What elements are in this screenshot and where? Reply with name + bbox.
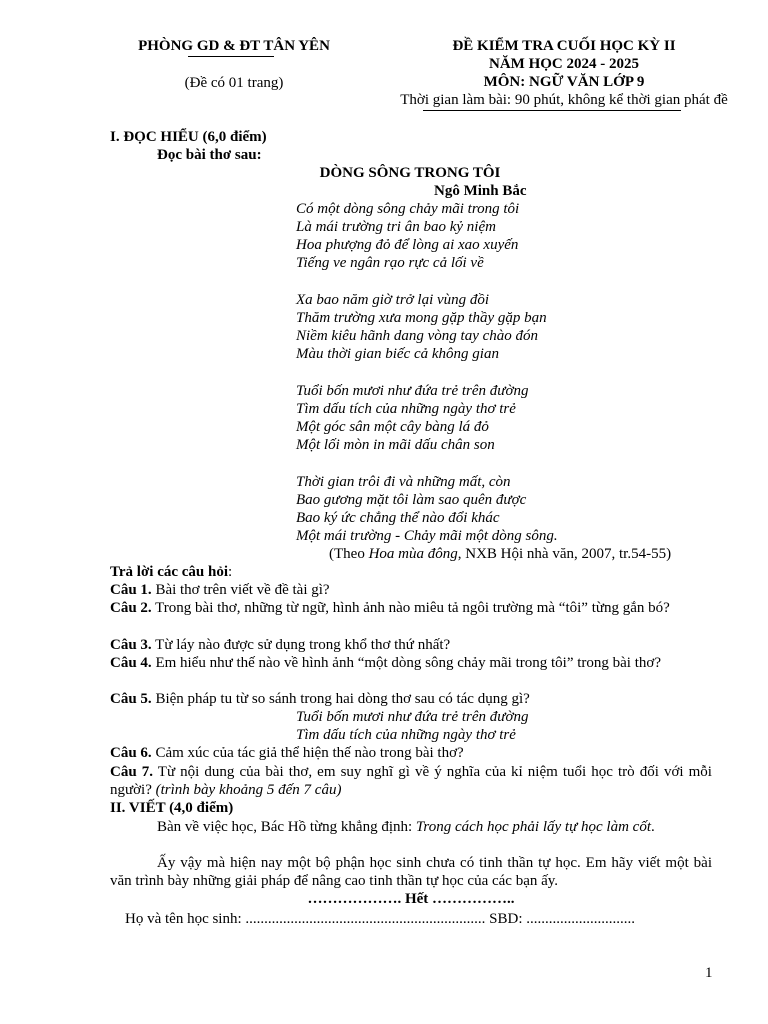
poem-line: Thời gian trôi đi và những mất, còn bbox=[296, 474, 511, 490]
source-publisher: , NXB Hội nhà văn, 2007, tr.54-55) bbox=[457, 546, 672, 562]
reading-instruction: Đọc bài thơ sau: bbox=[157, 147, 262, 163]
poem-line: Bao gương mặt tôi làm sao quên được bbox=[296, 492, 527, 508]
poem-line: Một góc sân một cây bàng lá đỏ bbox=[296, 419, 489, 435]
question-text: Từ láy nào được sử dụng trong khổ thơ thứ nhất? bbox=[151, 637, 451, 653]
q5-quote-line: Tuổi bốn mươi như đứa trẻ trên đường bbox=[296, 709, 529, 725]
student-info-line: Họ và tên học sinh: ................................................................ SBD: ............................. bbox=[125, 911, 635, 927]
school-year: NĂM HỌC 2024 - 2025 bbox=[489, 56, 639, 72]
question-3 bbox=[110, 636, 712, 654]
question-label: Câu 3. bbox=[110, 637, 152, 653]
page-number: 1 bbox=[705, 965, 713, 981]
question-text: Cảm xúc của tác giả thể hiện thế nào trong bài thơ? bbox=[151, 745, 464, 761]
questions-heading-colon: : bbox=[228, 564, 233, 580]
poem-line: Tìm dấu tích của những ngày thơ trẻ bbox=[296, 401, 516, 417]
question-4 bbox=[110, 654, 712, 672]
office-underline bbox=[188, 56, 274, 57]
poem-line: Bao ký ức chẳng thể nào đổi khác bbox=[296, 510, 500, 526]
poem-line: Tiếng ve ngân rạo rực cả lối về bbox=[296, 255, 484, 271]
question-label: Câu 2. bbox=[110, 600, 152, 616]
poem-source bbox=[329, 545, 671, 563]
question-note: (trình bày khoảng 5 đến 7 câu) bbox=[155, 782, 342, 798]
writing-prompt-intro bbox=[110, 818, 712, 836]
poem-line: Có một dòng sông chảy mãi trong tôi bbox=[296, 201, 520, 217]
duration-underline bbox=[423, 110, 681, 111]
source-prefix: (Theo bbox=[329, 546, 369, 562]
poem-line: Màu thời gian biếc cả không gian bbox=[296, 346, 499, 362]
poem-line: Niềm kiêu hãnh dang vòng tay chào đón bbox=[296, 328, 539, 344]
poem-line: Tuổi bốn mươi như đứa trẻ trên đường bbox=[296, 383, 529, 399]
page-count-note: (Đề có 01 trang) bbox=[184, 75, 284, 91]
question-label: Câu 5. bbox=[110, 691, 152, 707]
poem-line: Hoa phượng đỏ để lòng ai xao xuyến bbox=[296, 237, 519, 253]
question-label: Câu 4. bbox=[110, 655, 152, 671]
question-label: Câu 6. bbox=[110, 745, 152, 761]
writing-prompt-task: Ấy vậy mà hiện nay một bộ phận học sinh chưa có tinh thần tự học. Em hãy viết một bài văn trình bày những giải pháp để nâng cao tinh thần tự học của các bạn ấy. bbox=[110, 855, 712, 889]
source-book-title: Hoa mùa đông bbox=[368, 546, 458, 562]
issuing-office: PHÒNG GD & ĐT TÂN YÊN bbox=[138, 38, 330, 54]
part1-heading: I. ĐỌC HIỂU (6,0 điểm) bbox=[110, 129, 267, 145]
exam-title: ĐỀ KIỂM TRA CUỐI HỌC KỲ II bbox=[452, 38, 676, 54]
poem-line: Một mái trường - Chảy mãi một dòng sông. bbox=[296, 528, 558, 544]
question-2 bbox=[110, 599, 712, 617]
end-marker: ………………. Hết …………….. bbox=[307, 891, 515, 907]
question-6 bbox=[110, 744, 712, 762]
poem-line: Là mái trường tri ân bao kỷ niệm bbox=[296, 219, 496, 235]
prompt-text: Bàn về việc học, Bác Hồ từng khẳng định: bbox=[157, 819, 416, 835]
poem-line: Xa bao năm giờ trở lại vùng đồi bbox=[296, 292, 490, 308]
q5-quote-line: Tìm dấu tích của những ngày thơ trẻ bbox=[296, 727, 516, 743]
question-text: Từ nội dung của bài thơ, em suy nghĩ gì về ý nghĩa của kỉ niệm tuổi học trò đối với mỗi người? bbox=[110, 764, 712, 798]
question-text: Bài thơ trên viết về đề tài gì? bbox=[151, 582, 330, 598]
question-7 bbox=[110, 763, 712, 799]
poem-title: DÒNG SÔNG TRONG TÔI bbox=[319, 165, 501, 181]
question-text: Em hiểu như thế nào về hình ảnh “một dòng sông chảy mãi trong tôi” trong bài thơ? bbox=[151, 655, 661, 671]
question-label: Câu 1. bbox=[110, 582, 152, 598]
exam-duration: Thời gian làm bài: 90 phút, không kể thời gian phát đề bbox=[400, 92, 728, 108]
part2-heading: II. VIẾT (4,0 điểm) bbox=[110, 800, 234, 816]
poem-line: Một lối mòn in mãi dấu chân son bbox=[296, 437, 495, 453]
questions-heading bbox=[110, 563, 232, 581]
question-1 bbox=[110, 581, 712, 599]
questions-heading-text: Trả lời các câu hỏi bbox=[110, 564, 229, 580]
exam-subject: MÔN: NGỮ VĂN LỚP 9 bbox=[483, 74, 645, 90]
question-text: Biện pháp tu từ so sánh trong hai dòng thơ sau có tác dụng gì? bbox=[151, 691, 530, 707]
prompt-quote: Trong cách học phải lấy tự học làm cốt bbox=[415, 819, 651, 835]
poem-author: Ngô Minh Bắc bbox=[434, 183, 527, 199]
question-5 bbox=[110, 690, 712, 708]
poem-line: Thăm trường xưa mong gặp thầy gặp bạn bbox=[296, 310, 547, 326]
question-label: Câu 7. bbox=[110, 764, 153, 780]
question-text: Trong bài thơ, những từ ngữ, hình ảnh nào miêu tả ngôi trường mà “tôi” từng gắn bó? bbox=[151, 600, 670, 616]
prompt-end: . bbox=[651, 819, 655, 835]
